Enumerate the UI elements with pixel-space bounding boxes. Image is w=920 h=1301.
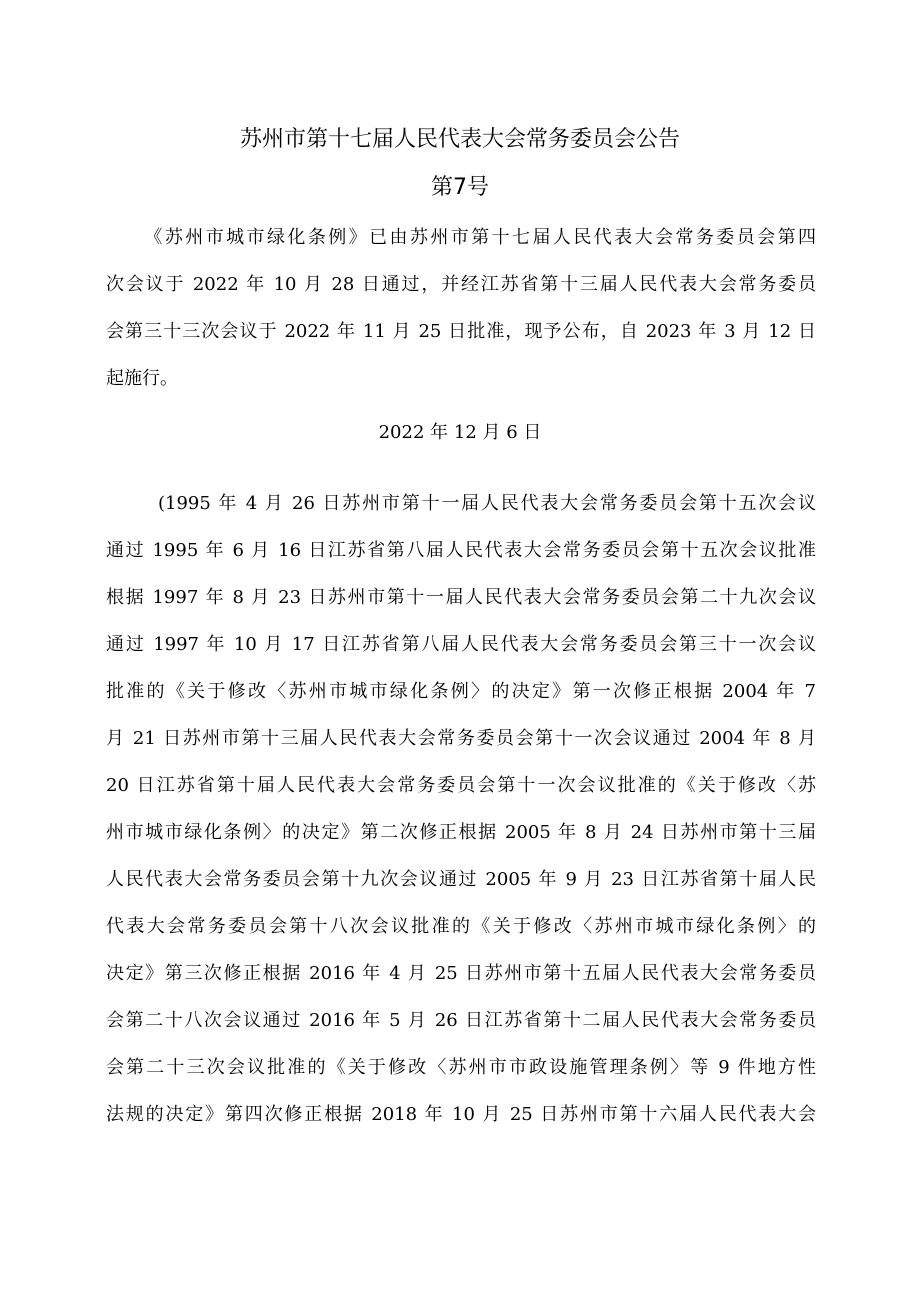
history-line: 批准的《关于修改〈苏州市城市绿化条例〉的决定》第一次修正根据 2004 年 7: [106, 681, 816, 702]
document-title: 苏州市第十七届人民代表大会常务委员会公告: [239, 127, 680, 152]
history-line: 代表大会常务委员会第十八次会议批准的《关于修改〈苏州市城市绿化条例〉的: [106, 916, 816, 937]
announcement-paragraph: [106, 214, 816, 402]
announcement-line: 次会议于 2022 年 10 月 28 日通过，并经江苏省第十三届人民代表大会常务委员: [106, 274, 816, 295]
announcement-number: 第7号: [431, 175, 489, 200]
announcement-line: 《苏州市城市绿化条例》已由苏州市第十七届人民代表大会常务委员会第四: [142, 227, 816, 248]
announcement-date: 2022 年 12 月 6 日: [378, 422, 542, 443]
history-line: 决定》第三次修正根据 2016 年 4 月 25 日苏州市第十五届人民代表大会常务委员: [106, 963, 816, 984]
history-line: 通过 1997 年 10 月 17 日江苏省第八届人民代表大会常务委员会第三十一次会议: [106, 634, 816, 655]
history-line: (1995 年 4 月 26 日苏州市第十一届人民代表大会常务委员会第十五次会议: [158, 493, 816, 514]
announcement-line: 起施行。: [106, 368, 178, 389]
announcement-line: 会第三十三次会议于 2022 年 11 月 25 日批准，现予公布，自 2023 年 3 月 12 日: [106, 321, 816, 342]
history-line: 根据 1997 年 8 月 23 日苏州市第十一届人民代表大会常务委员会第二十九次会议: [106, 587, 816, 608]
history-line: 20 日江苏省第十届人民代表大会常务委员会第十一次会议批准的《关于修改〈苏: [106, 775, 816, 796]
amendment-history-paragraph: [106, 480, 816, 1138]
history-line: 会第二十八次会议通过 2016 年 5 月 26 日江苏省第十二届人民代表大会常务委员: [106, 1010, 816, 1031]
history-line: 州市城市绿化条例〉的决定》第二次修正根据 2005 年 8 月 24 日苏州市第十三届: [106, 822, 816, 843]
history-line: 人民代表大会常务委员会第十九次会议通过 2005 年 9 月 23 日江苏省第十届人民: [106, 869, 816, 890]
history-line: 通过 1995 年 6 月 16 日江苏省第八届人民代表大会常务委员会第十五次会议批准: [106, 540, 816, 561]
history-line: 月 21 日苏州市第十三届人民代表大会常务委员会第十一次会议通过 2004 年 8 月: [106, 728, 816, 749]
history-line: 法规的决定》第四次修正根据 2018 年 10 月 25 日苏州市第十六届人民代表大会: [106, 1104, 816, 1125]
history-line: 会第二十三次会议批准的《关于修改〈苏州市市政设施管理条例〉等 9 件地方性: [106, 1057, 816, 1078]
